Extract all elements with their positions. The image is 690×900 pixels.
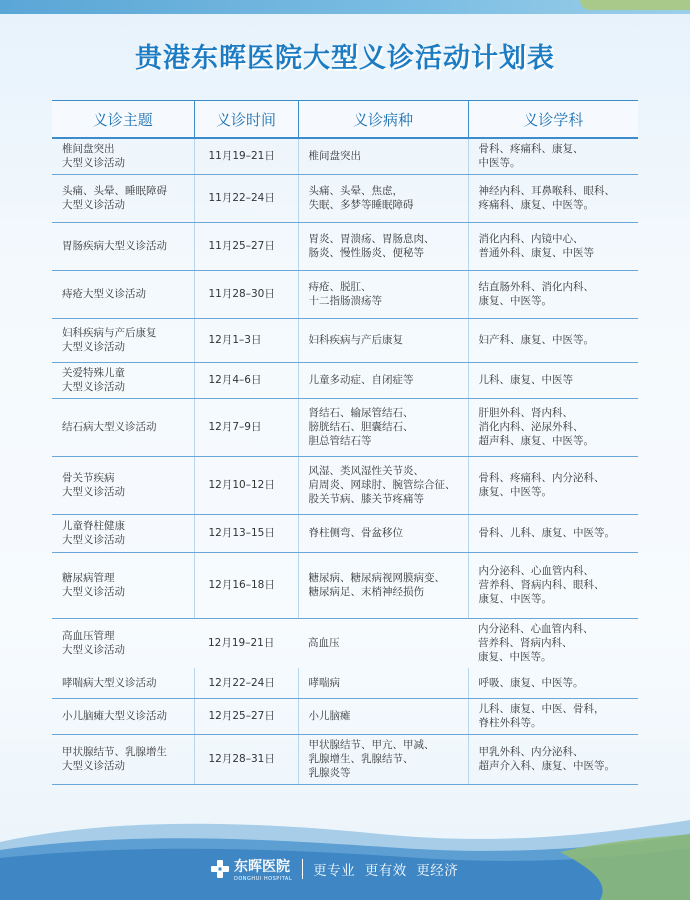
cell-disease	[298, 138, 468, 174]
top-green-accent	[580, 0, 690, 10]
cell-dept-line: 骨科、疼痛科、内分泌科、	[478, 472, 605, 484]
cell-disease	[298, 668, 468, 698]
cell-theme-line: 大型义诊活动	[62, 381, 125, 393]
cell-dept-line: 营养科、肾病内科、	[478, 637, 573, 650]
cell-disease	[298, 698, 468, 734]
cell-theme	[52, 698, 194, 734]
cell-dept-line: 康复、中医等。	[478, 295, 552, 307]
cell-theme-line: 大型义诊活动	[62, 534, 125, 546]
hospital-logo	[234, 856, 292, 882]
cell-theme-line: 头痛、头晕、睡眠障碍	[62, 185, 167, 197]
cell-disease-line: 十二指肠溃疡等	[308, 295, 382, 307]
cell-disease	[298, 398, 468, 456]
cell-disease	[298, 514, 468, 552]
schedule-table	[52, 100, 638, 785]
cell-disease-line: 高血压	[308, 637, 340, 650]
cell-dept-line: 骨科、儿科、康复、中医等。	[478, 527, 615, 539]
cell-dept	[468, 698, 638, 734]
cell-date: 12月1–3日	[194, 318, 298, 362]
cell-theme	[52, 222, 194, 270]
cell-dept	[468, 668, 638, 698]
cell-theme-line: 甲状腺结节、乳腺增生	[62, 746, 167, 758]
cell-disease-line: 甲状腺结节、甲亢、甲减、	[308, 739, 435, 751]
footer-divider	[302, 859, 303, 879]
cell-theme-line: 胃肠疾病大型义诊活动	[62, 240, 167, 252]
cell-date: 11月22–24日	[194, 174, 298, 222]
cell-dept	[468, 552, 638, 618]
cell-disease-line: 胆总管结石等	[308, 435, 372, 447]
cell-theme-line: 小儿脑瘫大型义诊活动	[62, 710, 167, 722]
cell-date: 12月13–15日	[194, 514, 298, 552]
hospital-cross-icon	[210, 859, 230, 879]
cell-dept	[468, 270, 638, 318]
cell-dept	[468, 138, 638, 174]
cell-disease-line: 哮喘病	[308, 676, 340, 689]
cell-dept	[468, 398, 638, 456]
cell-date: 12月16–18日	[194, 552, 298, 618]
col-header-theme: 义诊主题	[52, 101, 194, 139]
col-header-disease: 义诊病种	[298, 101, 468, 139]
cell-dept	[468, 734, 638, 784]
cell-disease-line: 风湿、类风湿性关节炎、	[308, 465, 424, 477]
cell-theme	[52, 398, 194, 456]
table-row	[52, 456, 638, 514]
cell-date: 12月28–31日	[194, 734, 298, 784]
cell-disease-line: 胃炎、胃溃疡、胃肠息肉、	[308, 233, 435, 245]
cell-theme	[52, 138, 194, 174]
table-row	[52, 138, 638, 174]
cell-date: 12月22–24日	[194, 668, 298, 698]
cell-dept-line: 肝胆外科、肾内科、	[478, 407, 573, 419]
cell-theme-line: 痔疮大型义诊活动	[62, 288, 146, 300]
cell-date: 12月4–6日	[194, 362, 298, 398]
cell-dept-line: 结直肠外科、消化内科、	[478, 281, 594, 293]
cell-dept-line: 内分泌科、心血管内科、	[478, 623, 594, 636]
cell-dept-line: 营养科、肾病内科、眼科、	[478, 579, 605, 591]
cell-theme-line: 椎间盘突出	[62, 143, 115, 156]
cell-theme-line: 结石病大型义诊活动	[62, 421, 157, 433]
cell-disease-line: 头痛、头晕、焦虑，	[308, 185, 403, 197]
cell-date: 12月10–12日	[194, 456, 298, 514]
table-body	[52, 138, 638, 784]
cell-disease	[298, 318, 468, 362]
cell-disease	[298, 734, 468, 784]
cell-theme-line: 儿童脊柱健康	[62, 520, 125, 532]
cell-disease-line: 乳腺增生、乳腺结节、	[308, 753, 414, 765]
cell-disease	[298, 362, 468, 398]
cell-dept	[468, 618, 638, 668]
table-row	[52, 398, 638, 456]
logo-text: 东晖医院	[234, 859, 290, 875]
table-row	[52, 698, 638, 734]
cell-disease-line: 肩周炎、网球肘、腕管综合征、	[308, 479, 456, 491]
cell-dept-line: 普通外科、康复、中医等	[478, 247, 594, 259]
cell-dept	[468, 456, 638, 514]
cell-theme	[52, 318, 194, 362]
cell-theme-line: 大型义诊活动	[62, 760, 125, 772]
cell-dept	[468, 174, 638, 222]
cell-theme	[52, 514, 194, 552]
cell-dept	[468, 362, 638, 398]
cell-dept	[468, 514, 638, 552]
cell-disease	[298, 222, 468, 270]
cell-dept-line: 骨科、疼痛科、康复、	[478, 143, 584, 156]
cell-dept-line: 超声科、康复、中医等。	[478, 435, 594, 447]
cell-theme	[52, 668, 194, 698]
cell-disease-line: 儿童多动症、自闭症等	[308, 374, 414, 386]
cell-theme-line: 骨关节疾病	[62, 472, 115, 484]
table-row	[52, 514, 638, 552]
cell-dept-line: 康复、中医等。	[478, 593, 552, 605]
table-row	[52, 618, 638, 668]
table-row	[52, 270, 638, 318]
cell-disease-line: 糖尿病、糖尿病视网膜病变、	[308, 572, 445, 584]
cell-disease	[298, 174, 468, 222]
cell-theme	[52, 270, 194, 318]
cell-disease-line: 糖尿病足、末梢神经损伤	[308, 586, 424, 598]
logo-subtext: DONGHUI HOSPITAL	[234, 876, 293, 882]
table-row	[52, 362, 638, 398]
cell-dept-line: 神经内科、耳鼻喉科、眼科、	[478, 185, 615, 197]
cell-disease-line: 失眠、多梦等睡眠障碍	[308, 199, 414, 211]
cell-dept-line: 消化内科、泌尿外科、	[478, 421, 584, 433]
cell-theme-line: 关爱特殊儿童	[62, 367, 125, 379]
cell-dept-line: 康复、中医等。	[478, 486, 552, 498]
cell-theme	[52, 174, 194, 222]
cell-date: 11月25–27日	[194, 222, 298, 270]
cell-theme-line: 大型义诊活动	[62, 157, 125, 170]
cell-disease-line: 股关节病、膝关节疼痛等	[308, 493, 424, 505]
cell-date: 12月25–27日	[194, 698, 298, 734]
cell-disease	[298, 456, 468, 514]
table-row	[52, 668, 638, 698]
cell-dept-line: 消化内科、内镜中心、	[478, 233, 584, 245]
cell-theme-line: 大型义诊活动	[62, 199, 125, 211]
cell-theme	[52, 456, 194, 514]
cell-dept-line: 疼痛科、康复、中医等。	[478, 199, 594, 211]
cell-dept-line: 呼吸、康复、中医等。	[478, 676, 584, 689]
table-row	[52, 318, 638, 362]
cell-theme-line: 大型义诊活动	[62, 486, 125, 498]
cell-disease-line: 脊柱侧弯、骨盆移位	[308, 527, 403, 539]
table-row	[52, 222, 638, 270]
cell-theme	[52, 552, 194, 618]
cell-disease-line: 肠炎、慢性肠炎、便秘等	[308, 247, 424, 259]
cell-date: 12月19–21日	[208, 637, 275, 650]
cell-theme-line: 妇科疾病与产后康复	[62, 327, 157, 339]
cell-dept-line: 内分泌科、心血管内科、	[478, 565, 594, 577]
cell-theme	[52, 734, 194, 784]
cell-theme	[52, 362, 194, 398]
cell-disease	[298, 270, 468, 318]
cell-dept-line: 妇产科、康复、中医等。	[478, 334, 594, 346]
cell-date: 11月28–30日	[194, 270, 298, 318]
cell-date: 11月19–21日	[194, 138, 298, 174]
cell-dept	[468, 318, 638, 362]
cell-disease-line: 乳腺炎等	[308, 767, 351, 779]
cell-date: 12月7–9日	[194, 398, 298, 456]
cell-theme	[52, 618, 194, 668]
cell-disease	[298, 552, 468, 618]
table-row	[52, 552, 638, 618]
col-header-date: 义诊时间	[194, 101, 298, 139]
cell-disease	[298, 618, 468, 668]
table-header-row	[52, 101, 638, 139]
cell-dept-line: 儿科、康复、中医、骨科，	[478, 703, 605, 715]
cell-theme-line: 哮喘病大型义诊活动	[62, 676, 157, 689]
footer-bar	[210, 855, 458, 883]
cell-theme-line: 大型义诊活动	[62, 341, 125, 353]
page-title: 贵港东晖医院大型义诊活动计划表	[135, 43, 555, 74]
cell-dept-line: 脊柱外科等。	[478, 717, 542, 729]
cell-disease-line: 肾结石、输尿管结石、	[308, 407, 414, 419]
cell-theme-line: 糖尿病管理	[62, 572, 115, 584]
cell-dept-line: 康复、中医等。	[478, 651, 552, 664]
cell-theme-line: 大型义诊活动	[62, 586, 125, 598]
cell-dept-line: 超声介入科、康复、中医等。	[478, 760, 615, 772]
cell-disease-line: 妇科疾病与产后康复	[308, 334, 403, 346]
cell-disease-line: 膀胱结石、胆囊结石、	[308, 421, 414, 433]
footer-slogan: 更专业 更有效 更经济	[313, 863, 459, 879]
cell-dept-line: 中医等。	[478, 157, 521, 170]
cell-disease-line: 痔疮、脱肛、	[308, 281, 372, 293]
cell-theme-line: 高血压管理	[62, 630, 115, 643]
col-header-dept: 义诊学科	[468, 101, 638, 139]
table-row	[52, 174, 638, 222]
cell-dept-line: 甲乳外科、内分泌科、	[478, 746, 584, 758]
table-row	[52, 734, 638, 784]
cell-dept	[468, 222, 638, 270]
cell-theme-line: 大型义诊活动	[62, 644, 125, 657]
cell-dept-line: 儿科、康复、中医等	[478, 374, 573, 386]
cell-disease-line: 椎间盘突出	[308, 150, 361, 163]
cell-disease-line: 小儿脑瘫	[308, 710, 351, 722]
